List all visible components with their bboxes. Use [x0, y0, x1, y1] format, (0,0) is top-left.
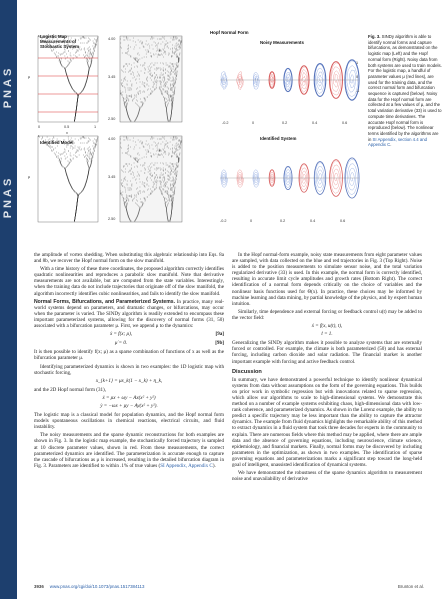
footer-authors: Brunton et al. — [397, 584, 424, 589]
left-para-3: In practice, many real-world systems depend on parameters, and dramatic changes, or bifurcations, may occur when the parameter is varied. The SINDy algorithm is readily extended to encompass these important parameterized systems, allowing for the discovery of normal forms (31, 50) associated with a bifurcation parameter μ. First, we append μ to the dynamics: — [34, 298, 225, 330]
tick-mu-bottom-2: 3.45 — [108, 175, 116, 179]
right-para-2: Similarly, time dependence and external forcing or feedback control u(t) may be added to the vector field: — [232, 308, 422, 321]
x-tick-0: 0 — [38, 125, 41, 129]
left-para-2: With a time history of these three coordinates, the proposed algorithm correctly identifies quadratic nonlinearities and reproduces a parabolic slow manifold. Note that derivative measurements are not available, but are computed from the state variables. Interestingly, when the training data do not include trajectories that originate off of the slow manifold, the algorithm incorrectly identifies cubic nonlinearities, and fails to identify the slow manifold. — [34, 266, 224, 297]
caption-link[interactable]: SI Appendix, section 4.4 and Appendix C — [368, 136, 428, 148]
logistic-zoom-panel-bottom — [108, 136, 182, 222]
figure-caption — [368, 34, 442, 148]
right-para-5: We have demonstrated the robustness of the sparse dynamics algorithm to measurement noise and unavailability of derivative — [232, 470, 422, 483]
logistic-zoom-panel-top — [108, 36, 182, 122]
hopf-xtick-b5: 0.6 — [340, 219, 346, 223]
doi-link[interactable]: www.pnas.org/cgi/doi/10.1073/pnas.1517384113 — [49, 584, 145, 589]
left-para-7: The logistic map is a classical model for population dynamics, and the Hopf normal form models spontaneous oscillations in chemical reactions, electrical circuits, and fluid instability. — [34, 412, 224, 431]
right-para-4: In summary, we have demonstrated a powerful technique to identify nonlinear dynamical systems from data without assumptions on the form of the governing equations. This builds on prior work in symbolic regression but with innovations related to sparse regression, which allow our algorithms to scale to high-dimensional systems. We demonstrate this method on a number of example systems exhibiting chaos, high-dimensional data with low-rank coherence, and parameterized dynamics. As shown in the Lorenz example, the ability to predict a specific trajectory may be less important than the ability to capture the attractor dynamics. The example from fluid dynamics highlights the remarkable ability of this method to extract dynamics in a fluid system that took three decades for experts in the community to explain. There are numerous fields where this method may be applied, where there are ample data and the absence of governing equations, including neuroscience, climate science, epidemiology, and financial markets. Finally, normal forms may be discovered by including parameters in the optimization, as shown in two examples. The identification of sparse governing equations and parameterizations marks a significant step toward the long-held goal of intelligent, unassisted identification of dynamical systems. — [232, 376, 422, 468]
equation-forced-2: ṫ = 1. — [321, 331, 333, 338]
sidebar-top-label: PNAS — [2, 65, 14, 109]
equation-hopf-2: ẏ = −ωx + μy − Ay(x² + y²). — [100, 402, 158, 409]
figure-3 — [24, 28, 364, 228]
hopf-xtick-5: 0.6 — [342, 121, 348, 125]
caption-end: . — [390, 142, 392, 148]
left-column: the amplitude of vortex shedding. When substituting this algebraic relationship into Eqs. 8a and 8b, we recover the Hopf normal form on the slow manifold. With a time history of these three coordinates, the proposed algorithm correctly identifies quadratic nonlinearities and reproduces a parabolic slow manifold. Note that derivative measurements are not available, but are computed from the state variables. Interestingly, when the training data do not include trajectories that originate off of the slow manifold, the algorithm incorrectly identifies cubic nonlinearities, and fails to identify the slow manifold. Normal Forms, Bifurcations, and Parameterized Systems. In practice, many real-world systems depend on parameters, and dramatic changes, or bifurcations, may occur when the parameter is varied. The SINDy algorithm is readily extended to encompass these important parameterized systems, allowing for the discovery of normal forms (31, 50) associated with a bifurcation parameter μ. First, we append μ to the dynamics: ẋ = f(x; μ), [9a] μ̇ = 0. [9b] It is then possible to identify f(x; μ) as a sparse combination of functions of x as well as the bifurcation parameter μ. Identifying parameterized dynamics is shown in two examples: the 1D logistic map with stochastic forcing, x_{k+1} = μx_k(1 − x_k) + η_k, and the 2D Hopf normal form (31), ẋ = μx + ωy − Ax(x² + y²) ẏ = −ωx + μy − Ay(x² + y²). The logistic map is a classical model for population dynamics, and the Hopf normal form models spontaneous oscillations in chemical reactions, electrical circuits, and fluid instability. The noisy measurements and the sparse dynamic reconstructions for both examples are shown in Fig. 3. In the logistic map example, the stochastically forced trajectory is sampled at 10 discrete parameter values, shown in red. From these measurements, the correct parameterized dynamics are identified. The parameterization is accurate enough to capture the cascade of bifurcations as μ is increased, resulting in the detailed bifurcation diagram in Fig. 3. Parameters are identified to within .1% of true values (SI Appendix, Appendix C). — [34, 252, 225, 469]
x-tick-05: 0.5 — [64, 125, 70, 129]
equation-logistic: x_{k+1} = μx_k(1 − x_k) + η_k, — [95, 377, 163, 384]
tick-mu-top-3: 2.50 — [108, 117, 116, 121]
axis-mu-top: μ — [28, 75, 31, 79]
left-para-8: The noisy measurements and the sparse dynamic reconstructions for both examples are shown in Fig. 3. In the logistic map example, the stochastically forced trajectory is sampled at 10 discrete parameter values, shown in red. From these measurements, the correct parameterized dynamics are identified. The parameterization is accurate enough to capture the cascade of bifurcations as μ is increased, resulting in the detailed bifurcation diagram in Fig. 3. Parameters are identified to within .1% of true values ( — [34, 432, 224, 469]
tick-mu-bottom-3: 2.50 — [108, 217, 116, 221]
section-heading-normal-forms: Normal Forms, Bifurcations, and Parameterized Systems. — [34, 298, 176, 305]
equation-hopf-1: ẋ = μx + ωy − Ax(x² + y²) — [102, 394, 156, 401]
left-para-6: and the 2D Hopf normal form (31), — [34, 386, 107, 393]
right-para-3: Generalizing the SINDy algorithm makes it possible to analyze systems that are externally forced or controlled. For example, the climate is both parameterized (50) and has external forcing, including carbon dioxide and solar radiation. The financial market is another important example with forcing and active feedback control. — [232, 340, 422, 365]
equation-forced-1: ẋ = f(x, u(t), t), — [311, 323, 343, 330]
left-para-8-link[interactable]: SI Appendix, Appendix C — [160, 462, 213, 469]
right-para-1: In the Hopf normal-form example, noisy state measurements from eight parameter values are sampled, with data collected on the blue and red trajectories in Fig. 3 (Top Right). Noise is added to the position measurements to simulate sensor noise, and the total variation regularized derivative (33) is used. In this example, the normal form is correctly identified, resulting in accurate limit cycle amplitudes and growth rates (Bottom Right). The correct identification of a normal form depends critically on the choice of variables and the nonlinear basis functions used for Θ(x). In practice, these choices may be informed by machine learning and data mining, by partial knowledge of the physics, and by expert human intuition. — [232, 252, 422, 307]
panel-logistic-title: Logistic Map Measurements of Stochastic System — [40, 34, 80, 49]
logistic-identified-panel — [38, 136, 98, 222]
figure-graphic — [24, 28, 364, 228]
hopf-ytick-2: 0 — [356, 75, 359, 79]
section-heading-discussion: Discussion — [232, 368, 262, 375]
tick-mu-bottom-1: 4.00 — [108, 137, 116, 141]
hopf-xtick-4: 0.4 — [312, 121, 318, 125]
tick-mu-top-2: 3.45 — [108, 75, 116, 79]
equation-9b: μ̇ = 0. [9b] — [114, 340, 224, 347]
hopf-xtick-2: 0 — [252, 121, 255, 125]
page-number: 3936 — [34, 584, 44, 589]
hopf-noisy-panel — [212, 42, 362, 118]
journal-sidebar — [0, 0, 17, 599]
page-footer — [34, 584, 424, 589]
panel-hopf-identified-title: Identified System — [260, 136, 297, 141]
sidebar-bottom-label: PNAS — [2, 175, 14, 219]
equation-9a: ẋ = f(x; μ), [9a] — [109, 331, 224, 338]
tick-mu-top-1: 4.00 — [108, 37, 116, 41]
left-para-1: the amplitude of vortex shedding. When substituting this algebraic relationship into Eqs. 8a and 8b, we recover the Hopf normal form on the slow manifold. — [34, 252, 224, 265]
caption-text: SINDy algorithm is able to identify normal forms and capture bifurcations, as demonstrated on the logistic map (Left) and the Hopf normal form (Right). Noisy data from both systems are used to train models. For the logistic map, a handful of parameter values μ (red lines), are used for the training data, and the correct normal form and bifurcation sequence is captured (below). Noisy data for the Hopf normal form are collected at a few values of μ, and the total variation derivative (33) is used to compute time derivatives. The accurate Hopf normal form is reproduced (below). The nonlinear terms identified by the algorithms are in — [368, 34, 442, 142]
hopf-identified-panel — [220, 158, 359, 198]
axis-x-label: x — [66, 131, 68, 135]
panel-noisy-title: Noisy Measurements — [260, 40, 304, 45]
axis-mu-bottom: μ — [28, 175, 31, 179]
hopf-xtick-b4: 0.4 — [310, 219, 316, 223]
left-para-4: It is then possible to identify f(x; μ) as a sparse combination of functions of x as well as the bifurcation parameter μ. — [34, 349, 224, 362]
hopf-xtick-1: -0.2 — [222, 121, 229, 125]
caption-label: Fig. 3. — [368, 34, 381, 39]
hopf-xtick-b1: -0.2 — [220, 219, 227, 223]
hopf-ytick-3: 1 — [356, 61, 359, 65]
left-para-5: Identifying parameterized dynamics is shown in two examples: the 1D logistic map with stochastic forcing, — [34, 363, 224, 376]
right-column — [232, 252, 422, 484]
x-tick-1: 1 — [94, 125, 97, 129]
hopf-xtick-b2: 0 — [250, 219, 253, 223]
panel-identified-title: Identified Model — [40, 140, 74, 145]
hopf-xtick-3: 0.2 — [282, 121, 288, 125]
hopf-xtick-b3: 0.2 — [280, 219, 286, 223]
hopf-ytick-1: -1 — [356, 89, 360, 93]
panel-hopf-title: Hopf Normal Form — [210, 30, 249, 35]
